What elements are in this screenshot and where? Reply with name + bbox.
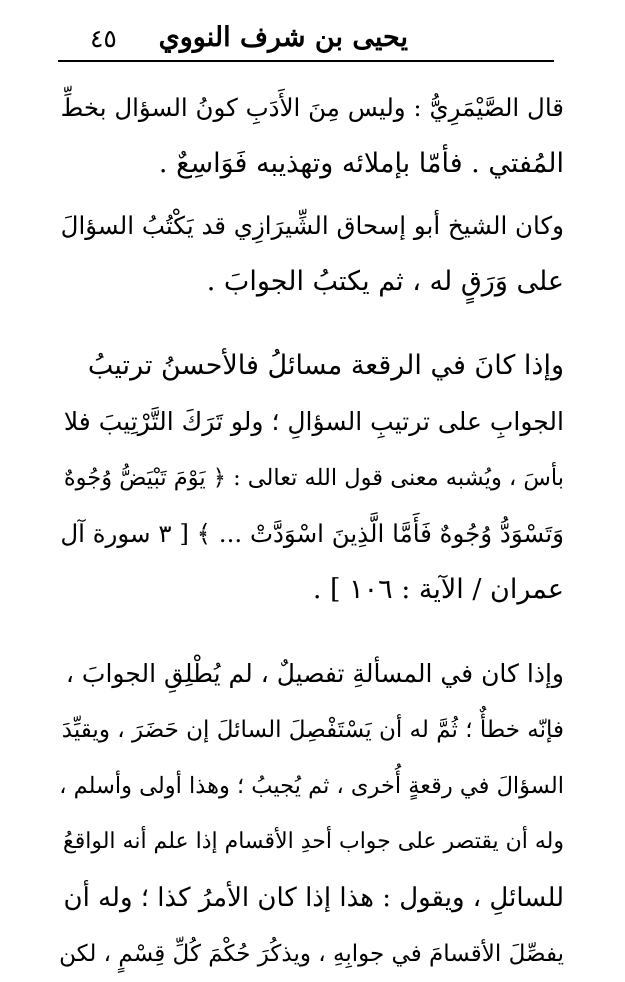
paragraph-multiple-questions bbox=[58, 338, 564, 618]
text-line: الجوابِ على ترتيبِ السؤالِ ؛ ولو تَرَكَ التَّرْتِيبَ فلا bbox=[63, 407, 564, 436]
text-line: وإذا كان في المسألةِ تفصيلٌ ، لم يُطْلِقِ الجوابَ ، bbox=[65, 659, 564, 688]
text-line: للسائلِ ، ويقول : هذا إذا كان الأمرُ كذا ؛ وله أن bbox=[63, 883, 564, 913]
text-line: يفصِّلَ الأقسامَ في جوابِهِ ، ويذكُرَ حُكْمَ كُلِّ قِسْمٍ ، لكن bbox=[59, 941, 564, 967]
text-line: وَتَسْوَدُّ وُجُوهٌ فَأَمَّا الَّذِينَ اسْوَدَّتْ ... ﴾ [ ٣ سورة آل bbox=[60, 519, 564, 548]
running-header bbox=[78, 18, 548, 62]
paragraph-shirazi bbox=[58, 198, 564, 310]
page-number: ٤٥ bbox=[90, 24, 117, 53]
header-title: يحيى بن شرف النووي bbox=[158, 22, 408, 53]
text-line: السؤالَ في رقعةٍ أُخرى ، ثم يُجيبُ ؛ وهذا أولى وأسلم ، bbox=[59, 773, 564, 799]
text-line: قال الصَّيْمَرِيُّ : وليس مِنَ الأَدَبِ كونُ السؤال بخطِّ bbox=[60, 93, 564, 122]
body-text bbox=[58, 80, 564, 982]
text-line: المُفتي . فأمّا بإملائه وتهذيبه فَوَاسِعٌ . bbox=[158, 148, 564, 179]
paragraph-saymari bbox=[58, 80, 564, 192]
text-line: بأسَ ، ويُشبه معنى قول الله تعالى : ﴿ يَوْمَ تَبْيَضُّ وُجُوهٌ bbox=[63, 465, 564, 491]
paragraph-detailed-question bbox=[58, 646, 564, 982]
text-line: وله أن يقتصر على جواب أحدِ الأقسام إذا علم أنه الواقعُ bbox=[63, 829, 564, 854]
text-line: على وَرَقٍ له ، ثم يكتبُ الجوابَ . bbox=[206, 266, 564, 297]
text-line: عمران / الآية : ١٠٦ ] . bbox=[312, 574, 564, 605]
text-line: فإنّه خطأٌ ؛ ثُمَّ له أن يَسْتَفْصِلَ السائلَ إن حَضَرَ ، ويقيِّدَ bbox=[61, 717, 564, 743]
header-rule bbox=[58, 60, 554, 62]
text-line: وإذا كانَ في الرقعة مسائلُ فالأحسنُ ترتيبُ bbox=[87, 350, 564, 381]
text-line: وكان الشيخ أبو إسحاق الشِّيرَازِي قد يَكْتُبُ السؤالَ bbox=[60, 211, 564, 240]
